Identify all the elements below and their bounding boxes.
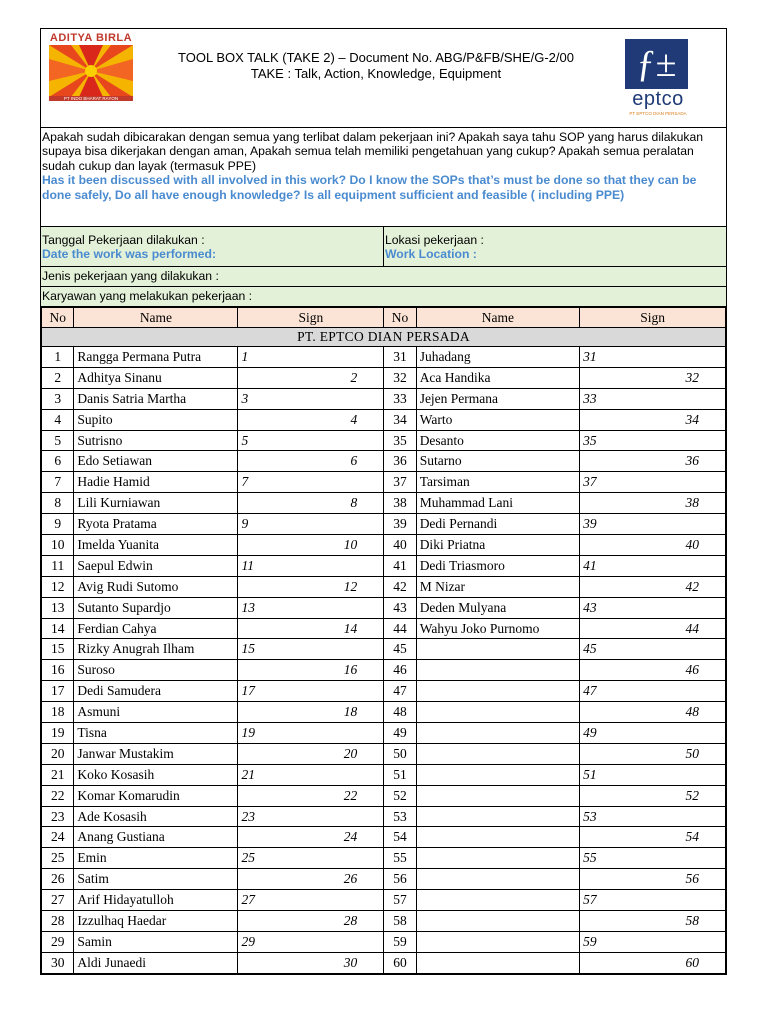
- header-no-left: No: [42, 308, 74, 328]
- right-sign-cell[interactable]: 57: [580, 890, 726, 911]
- location-label-id: Lokasi pekerjaan :: [385, 233, 484, 247]
- left-name-cell[interactable]: Anang Gustiana: [74, 827, 238, 848]
- left-row-number: 15: [42, 639, 74, 660]
- left-name-cell[interactable]: Asmuni: [74, 702, 238, 723]
- table-row: [42, 555, 726, 576]
- left-row-number: 1: [42, 347, 74, 368]
- right-row-number: 43: [384, 597, 416, 618]
- table-row: [42, 618, 726, 639]
- left-row-number: 20: [42, 743, 74, 764]
- right-name-cell[interactable]: [416, 931, 579, 952]
- table-row: [42, 702, 726, 723]
- left-sign-cell[interactable]: 1: [238, 347, 384, 368]
- left-sign-cell[interactable]: 19: [238, 723, 384, 744]
- table-row: [42, 472, 726, 493]
- left-row-number: 18: [42, 702, 74, 723]
- right-name-cell[interactable]: [416, 764, 579, 785]
- right-sign-cell[interactable]: 36: [580, 451, 726, 472]
- right-sign-cell[interactable]: 35: [580, 430, 726, 451]
- table-row: [42, 785, 726, 806]
- left-name-cell[interactable]: Janwar Mustakim: [74, 743, 238, 764]
- left-row-number: 23: [42, 806, 74, 827]
- eptco-subtitle: PT EPTCO DIAN PERSADA: [629, 111, 687, 116]
- right-row-number: 44: [384, 618, 416, 639]
- left-name-cell[interactable]: Supito: [74, 409, 238, 430]
- right-row-number: 47: [384, 681, 416, 702]
- sun-burst-icon: [49, 45, 133, 97]
- left-sign-cell[interactable]: 7: [238, 472, 384, 493]
- left-row-number: 28: [42, 911, 74, 932]
- left-sign-cell[interactable]: 16: [238, 660, 384, 681]
- left-name-cell[interactable]: Satim: [74, 869, 238, 890]
- left-name-cell[interactable]: Koko Kosasih: [74, 764, 238, 785]
- right-sign-cell[interactable]: 59: [580, 931, 726, 952]
- header-name-right: Name: [416, 308, 579, 328]
- eptco-emblem-icon: ƒ±: [625, 39, 688, 89]
- left-name-cell[interactable]: Ade Kosasih: [74, 806, 238, 827]
- header-sign-left: Sign: [238, 308, 384, 328]
- right-sign-cell[interactable]: 44: [580, 618, 726, 639]
- left-sign-cell[interactable]: 30: [238, 952, 384, 973]
- right-row-number: 31: [384, 347, 416, 368]
- right-sign-cell[interactable]: 32: [580, 367, 726, 388]
- aditya-birla-subtitle: PT INDO BHARAT RAYON: [49, 96, 133, 101]
- right-sign-cell[interactable]: 51: [580, 764, 726, 785]
- right-name-cell[interactable]: [416, 660, 579, 681]
- right-row-number: 38: [384, 493, 416, 514]
- left-row-number: 21: [42, 764, 74, 785]
- right-sign-cell[interactable]: 53: [580, 806, 726, 827]
- right-row-number: 33: [384, 388, 416, 409]
- right-name-cell[interactable]: [416, 911, 579, 932]
- right-row-number: 51: [384, 764, 416, 785]
- left-name-cell[interactable]: Ryota Pratama: [74, 514, 238, 535]
- toolbox-talk-form: [40, 28, 727, 975]
- right-name-cell[interactable]: Diki Priatna: [416, 535, 579, 556]
- left-name-cell[interactable]: Ferdian Cahya: [74, 618, 238, 639]
- right-row-number: 32: [384, 367, 416, 388]
- left-sign-cell[interactable]: 6: [238, 451, 384, 472]
- right-name-cell[interactable]: M Nizar: [416, 576, 579, 597]
- left-sign-cell[interactable]: 10: [238, 535, 384, 556]
- location-label-en: Work Location :: [385, 247, 477, 262]
- table-row: [42, 430, 726, 451]
- left-sign-cell[interactable]: 4: [238, 409, 384, 430]
- table-row: [42, 723, 726, 744]
- right-row-number: 50: [384, 743, 416, 764]
- left-name-cell[interactable]: Lili Kurniawan: [74, 493, 238, 514]
- left-name-cell[interactable]: Danis Satria Martha: [74, 388, 238, 409]
- right-sign-cell[interactable]: 54: [580, 827, 726, 848]
- left-row-number: 7: [42, 472, 74, 493]
- right-row-number: 41: [384, 555, 416, 576]
- table-row: [42, 409, 726, 430]
- right-sign-cell[interactable]: 34: [580, 409, 726, 430]
- workers-field[interactable]: Karyawan yang melakukan pekerjaan :: [41, 287, 726, 307]
- right-row-number: 53: [384, 806, 416, 827]
- safety-question: [41, 128, 726, 227]
- table-row: [42, 848, 726, 869]
- right-row-number: 56: [384, 869, 416, 890]
- table-row: [42, 576, 726, 597]
- left-sign-cell[interactable]: 21: [238, 764, 384, 785]
- left-name-cell[interactable]: Aldi Junaedi: [74, 952, 238, 973]
- title-line-2: TAKE : Talk, Action, Knowledge, Equipment: [250, 66, 502, 81]
- left-row-number: 3: [42, 388, 74, 409]
- left-row-number: 14: [42, 618, 74, 639]
- right-sign-cell[interactable]: 58: [580, 911, 726, 932]
- right-sign-cell[interactable]: 55: [580, 848, 726, 869]
- left-sign-cell[interactable]: 29: [238, 931, 384, 952]
- right-name-cell[interactable]: Muhammad Lani: [416, 493, 579, 514]
- left-sign-cell[interactable]: 18: [238, 702, 384, 723]
- table-row: [42, 451, 726, 472]
- left-row-number: 24: [42, 827, 74, 848]
- right-name-cell[interactable]: Dedi Pernandi: [416, 514, 579, 535]
- table-row: [42, 806, 726, 827]
- left-row-number: 13: [42, 597, 74, 618]
- right-name-cell[interactable]: [416, 806, 579, 827]
- left-row-number: 12: [42, 576, 74, 597]
- right-name-cell[interactable]: [416, 743, 579, 764]
- right-sign-cell[interactable]: 31: [580, 347, 726, 368]
- form-title: [141, 50, 611, 82]
- table-row: [42, 827, 726, 848]
- right-sign-cell[interactable]: 38: [580, 493, 726, 514]
- header-sign-right: Sign: [580, 308, 726, 328]
- left-row-number: 9: [42, 514, 74, 535]
- table-row: [42, 764, 726, 785]
- right-row-number: 57: [384, 890, 416, 911]
- left-name-cell[interactable]: Dedi Samudera: [74, 681, 238, 702]
- right-sign-cell[interactable]: 40: [580, 535, 726, 556]
- left-name-cell[interactable]: Izzulhaq Haedar: [74, 911, 238, 932]
- table-row: [42, 535, 726, 556]
- right-name-cell[interactable]: Deden Mulyana: [416, 597, 579, 618]
- left-name-cell[interactable]: Samin: [74, 931, 238, 952]
- header-no-right: No: [384, 308, 416, 328]
- left-sign-cell[interactable]: 26: [238, 869, 384, 890]
- left-row-number: 8: [42, 493, 74, 514]
- right-row-number: 48: [384, 702, 416, 723]
- right-name-cell[interactable]: Tarsiman: [416, 472, 579, 493]
- right-name-cell[interactable]: Juhadang: [416, 347, 579, 368]
- aditya-birla-logo: [49, 32, 133, 107]
- company-name: PT. EPTCO DIAN PERSADA: [42, 328, 726, 347]
- left-sign-cell[interactable]: 17: [238, 681, 384, 702]
- right-sign-cell[interactable]: 41: [580, 555, 726, 576]
- company-row: [42, 328, 726, 347]
- right-name-cell[interactable]: [416, 723, 579, 744]
- right-name-cell[interactable]: Wahyu Joko Purnomo: [416, 618, 579, 639]
- right-sign-cell[interactable]: 45: [580, 639, 726, 660]
- right-name-cell[interactable]: Sutarno: [416, 451, 579, 472]
- left-name-cell[interactable]: Arif Hidayatulloh: [74, 890, 238, 911]
- left-sign-cell[interactable]: 11: [238, 555, 384, 576]
- right-name-cell[interactable]: [416, 785, 579, 806]
- left-sign-cell[interactable]: 23: [238, 806, 384, 827]
- right-name-cell[interactable]: [416, 848, 579, 869]
- left-row-number: 27: [42, 890, 74, 911]
- left-name-cell[interactable]: Emin: [74, 848, 238, 869]
- right-name-cell[interactable]: [416, 639, 579, 660]
- left-name-cell[interactable]: Suroso: [74, 660, 238, 681]
- right-row-number: 52: [384, 785, 416, 806]
- left-name-cell[interactable]: Sutanto Supardjo: [74, 597, 238, 618]
- table-header-row: [42, 308, 726, 328]
- right-name-cell[interactable]: Aca Handika: [416, 367, 579, 388]
- left-sign-cell[interactable]: 9: [238, 514, 384, 535]
- right-name-cell[interactable]: [416, 869, 579, 890]
- right-row-number: 35: [384, 430, 416, 451]
- left-sign-cell[interactable]: 12: [238, 576, 384, 597]
- job-type-field[interactable]: Jenis pekerjaan yang dilakukan :: [41, 267, 726, 287]
- left-sign-cell[interactable]: 3: [238, 388, 384, 409]
- left-row-number: 29: [42, 931, 74, 952]
- right-sign-cell[interactable]: 33: [580, 388, 726, 409]
- right-sign-cell[interactable]: 39: [580, 514, 726, 535]
- table-row: [42, 743, 726, 764]
- left-name-cell[interactable]: Adhitya Sinanu: [74, 367, 238, 388]
- right-name-cell[interactable]: Dedi Triasmoro: [416, 555, 579, 576]
- right-row-number: 59: [384, 931, 416, 952]
- table-row: [42, 367, 726, 388]
- right-row-number: 58: [384, 911, 416, 932]
- right-row-number: 46: [384, 660, 416, 681]
- table-row: [42, 931, 726, 952]
- left-sign-cell[interactable]: 22: [238, 785, 384, 806]
- left-name-cell[interactable]: Avig Rudi Sutomo: [74, 576, 238, 597]
- right-sign-cell[interactable]: 49: [580, 723, 726, 744]
- left-name-cell[interactable]: Hadie Hamid: [74, 472, 238, 493]
- right-sign-cell[interactable]: 47: [580, 681, 726, 702]
- table-row: [42, 347, 726, 368]
- left-row-number: 19: [42, 723, 74, 744]
- date-location-row: [41, 227, 726, 267]
- date-field[interactable]: [41, 227, 384, 266]
- left-row-number: 22: [42, 785, 74, 806]
- table-row: [42, 660, 726, 681]
- attendance-table: [41, 307, 726, 974]
- left-sign-cell[interactable]: 2: [238, 367, 384, 388]
- right-name-cell[interactable]: [416, 702, 579, 723]
- table-row: [42, 890, 726, 911]
- left-sign-cell[interactable]: 28: [238, 911, 384, 932]
- right-name-cell[interactable]: Jejen Permana: [416, 388, 579, 409]
- table-row: [42, 869, 726, 890]
- left-sign-cell[interactable]: 8: [238, 493, 384, 514]
- table-row: [42, 597, 726, 618]
- left-name-cell[interactable]: Tisna: [74, 723, 238, 744]
- left-name-cell[interactable]: Saepul Edwin: [74, 555, 238, 576]
- right-sign-cell[interactable]: 50: [580, 743, 726, 764]
- table-row: [42, 514, 726, 535]
- left-name-cell[interactable]: Edo Setiawan: [74, 451, 238, 472]
- right-row-number: 45: [384, 639, 416, 660]
- left-sign-cell[interactable]: 27: [238, 890, 384, 911]
- left-name-cell[interactable]: Komar Komarudin: [74, 785, 238, 806]
- left-name-cell[interactable]: Imelda Yuanita: [74, 535, 238, 556]
- right-sign-cell[interactable]: 52: [580, 785, 726, 806]
- right-name-cell[interactable]: [416, 681, 579, 702]
- left-row-number: 25: [42, 848, 74, 869]
- left-row-number: 30: [42, 952, 74, 973]
- date-label-id: Tanggal Pekerjaan dilakukan :: [42, 233, 205, 247]
- eptco-logo-text: eptco: [632, 88, 684, 110]
- table-row: [42, 681, 726, 702]
- right-row-number: 42: [384, 576, 416, 597]
- left-name-cell[interactable]: Rizky Anugrah Ilham: [74, 639, 238, 660]
- right-name-cell[interactable]: [416, 827, 579, 848]
- right-row-number: 40: [384, 535, 416, 556]
- right-sign-cell[interactable]: 46: [580, 660, 726, 681]
- left-sign-cell[interactable]: 24: [238, 827, 384, 848]
- left-row-number: 16: [42, 660, 74, 681]
- right-sign-cell[interactable]: 37: [580, 472, 726, 493]
- right-row-number: 37: [384, 472, 416, 493]
- date-label-en: Date the work was performed:: [42, 247, 217, 262]
- location-field[interactable]: [384, 227, 726, 266]
- left-sign-cell[interactable]: 25: [238, 848, 384, 869]
- left-sign-cell[interactable]: 5: [238, 430, 384, 451]
- right-row-number: 36: [384, 451, 416, 472]
- left-row-number: 4: [42, 409, 74, 430]
- eptco-logo: [621, 39, 695, 117]
- right-sign-cell[interactable]: 42: [580, 576, 726, 597]
- left-sign-cell[interactable]: 14: [238, 618, 384, 639]
- left-name-cell[interactable]: Sutrisno: [74, 430, 238, 451]
- question-indonesian: Apakah sudah dibicarakan dengan semua yang terlibat dalam pekerjaan ini? Apakah saya tahu SOP yang harus dilakukan supaya bisa dikerjakan dengan aman, Apakah semua telah memiliki pengetahuan yang cukup? Apakah semua peralatan sudah cukup dan layak (termasuk PPE): [42, 130, 704, 173]
- left-sign-cell[interactable]: 15: [238, 639, 384, 660]
- left-row-number: 26: [42, 869, 74, 890]
- right-row-number: 54: [384, 827, 416, 848]
- right-sign-cell[interactable]: 56: [580, 869, 726, 890]
- right-sign-cell[interactable]: 48: [580, 702, 726, 723]
- right-sign-cell[interactable]: 43: [580, 597, 726, 618]
- left-row-number: 5: [42, 430, 74, 451]
- right-row-number: 39: [384, 514, 416, 535]
- left-row-number: 10: [42, 535, 74, 556]
- left-row-number: 2: [42, 367, 74, 388]
- right-name-cell[interactable]: [416, 890, 579, 911]
- right-row-number: 49: [384, 723, 416, 744]
- aditya-birla-logo-text: ADITYA BIRLA: [49, 32, 133, 44]
- right-name-cell[interactable]: Warto: [416, 409, 579, 430]
- left-sign-cell[interactable]: 13: [238, 597, 384, 618]
- left-name-cell[interactable]: Rangga Permana Putra: [74, 347, 238, 368]
- table-row: [42, 952, 726, 973]
- right-sign-cell[interactable]: 60: [580, 952, 726, 973]
- right-row-number: 55: [384, 848, 416, 869]
- left-row-number: 6: [42, 451, 74, 472]
- right-row-number: 34: [384, 409, 416, 430]
- table-row: [42, 639, 726, 660]
- header-name-left: Name: [74, 308, 238, 328]
- form-header: [41, 29, 726, 128]
- right-name-cell[interactable]: [416, 952, 579, 973]
- left-row-number: 17: [42, 681, 74, 702]
- right-name-cell[interactable]: Desanto: [416, 430, 579, 451]
- title-line-1: TOOL BOX TALK (TAKE 2) – Document No. ABG/P&FB/SHE/G-2/00: [178, 50, 574, 65]
- question-english: Has it been discussed with all involved in this work? Do I know the SOPs that’s must be done so that they can be done safely, Do all have enough knowledge? Is all equipment sufficient and feasible ( including PPE): [42, 173, 697, 202]
- table-row: [42, 493, 726, 514]
- left-row-number: 11: [42, 555, 74, 576]
- table-row: [42, 911, 726, 932]
- right-row-number: 60: [384, 952, 416, 973]
- left-sign-cell[interactable]: 20: [238, 743, 384, 764]
- table-row: [42, 388, 726, 409]
